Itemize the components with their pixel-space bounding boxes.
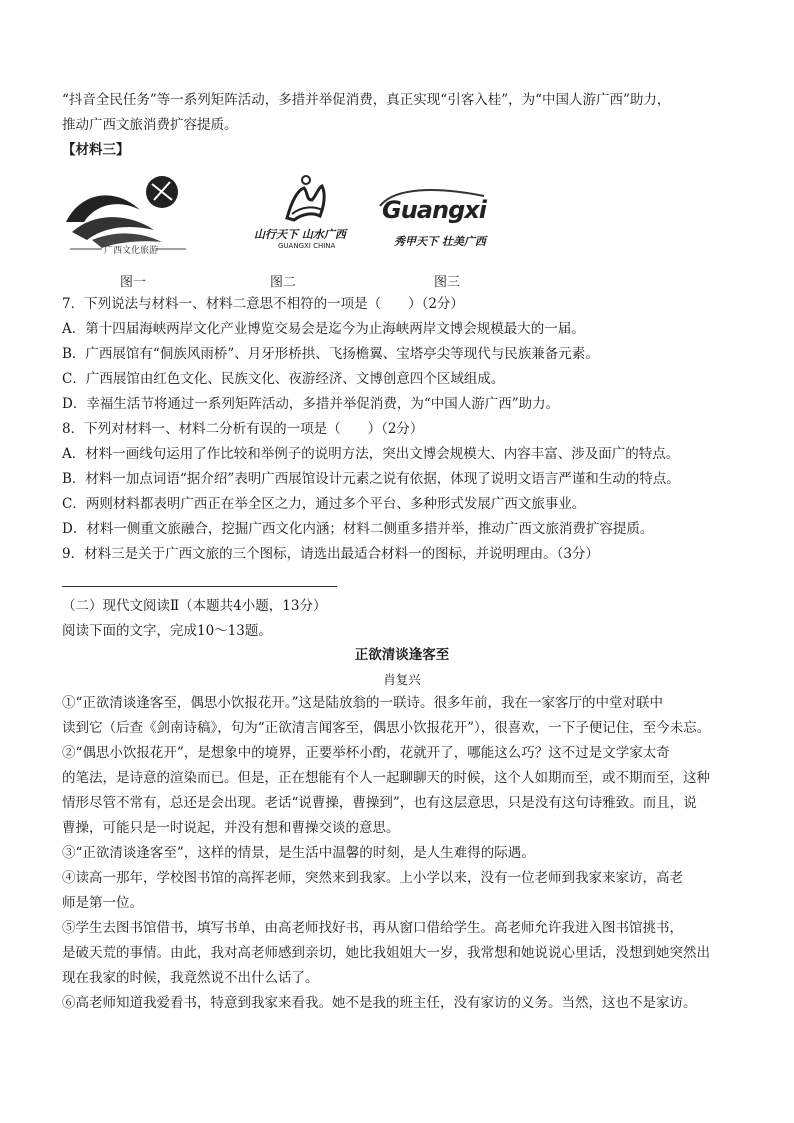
figure-3-logo-text-en: Guangxi — [382, 196, 486, 224]
paragraph-line-5: 情形尽管不常有，总还是会出现。老话“说曹操，曹操到”，也有这层意思，只是没有这句诗雅致。而且，说 — [62, 795, 697, 811]
swirl-logo-icon — [374, 186, 504, 216]
section-divider — [62, 586, 337, 587]
paragraph-line-13: ⑥高老师知道我爱看书，特意到我家来看我。她不是我的班主任，没有家访的义务。当然，这也不是家访。 — [62, 995, 697, 1011]
section2-heading: （二）现代文阅读Ⅱ（本题共4小题，13分） — [62, 598, 327, 614]
q8-stem: 8．下列对材料一、材料二分析有误的一项是（ ）（2分） — [62, 421, 424, 437]
figure-3-caption: 图三 — [434, 275, 461, 290]
figure-2-logo-text-cn: 山行天下 山水广西 — [254, 228, 346, 241]
paragraph-line-3: ②“偶思小饮报花开”，是想象中的境界，正要举杯小酌，花就开了，哪能这么巧？这不过是文学家太奇 — [62, 745, 670, 761]
figure-3-logo-text-cn: 秀甲天下 壮美广西 — [394, 235, 486, 248]
mountain-logo-icon — [242, 170, 372, 230]
figure-1-logo — [62, 170, 192, 260]
material3-heading: 【材料三】 — [62, 142, 130, 158]
paragraph-line-11: 是破天荒的事情。由此，我对高老师感到亲切，她比我姐姐大一岁，我常想和她说说心里话，没想到她突然出 — [62, 945, 710, 961]
paragraph-line-6: 曹操，可能只是一时说起，并没有想和曹操交谈的意思。 — [62, 820, 400, 836]
q7-option-c: C．广西展馆由红色文化、民族文化、夜游经济、文博创意四个区域组成。 — [62, 371, 505, 387]
article-title: 正欲清谈逢客至 — [354, 647, 450, 663]
material2-line-2: 推动广西文旅消费扩容提质。 — [62, 117, 238, 133]
figure-2-logo — [242, 170, 372, 260]
q7-option-a: A．第十四届海峡两岸文化产业博览交易会是迄今为止海峡两岸文博会规模最大的一届。 — [62, 321, 585, 337]
figure-3-logo — [374, 170, 504, 260]
figure-1-logo-text: 广西文化旅游 — [104, 246, 159, 256]
q8-option-c: C．两则材料都表明广西正在举全区之力，通过多个平台、多种形式发展广西文旅事业。 — [62, 496, 586, 512]
q9-stem: 9．材料三是关于广西文旅的三个图标，请选出最适合材料一的图标，并说明理由。（3分） — [62, 546, 599, 562]
q8-option-a: A．材料一画线句运用了作比较和举例子的说明方法，突出文博会规模大、内容丰富、涉及面广的特点。 — [62, 446, 680, 462]
paragraph-line-8: ④读高一那年，学校图书馆的高挥老师，突然来到我家。上小学以来，没有一位老师到我家来家访，高老 — [62, 870, 683, 886]
paragraph-line-9: 师是第一位。 — [62, 895, 143, 911]
article-author: 肖复兴 — [383, 672, 421, 687]
figure-2-logo-text-en: GUANGXI CHINA — [278, 242, 336, 250]
paragraph-line-12: 现在我家的时候，我竟然说不出什么话了。 — [62, 970, 319, 986]
q7-option-b: B．广西展馆有“侗族风雨桥”、月牙形桥拱、飞扬檐翼、宝塔亭尖等现代与民族兼备元素。 — [62, 346, 599, 362]
q7-stem: 7．下列说法与材料一、材料二意思不相符的一项是（ ）（2分） — [62, 296, 464, 312]
material2-line-1: “抖音全民任务”等一系列矩阵活动，多措并举促消费，真正实现“引客入桂”，为“中国人游广西”助力， — [62, 92, 671, 108]
q8-option-b: B．材料一加点词语“据介绍”表明广西展馆设计元素之说有依据，体现了说明文语言严谨和生动的特点。 — [62, 471, 680, 487]
figure-row — [62, 170, 742, 290]
paragraph-line-7: ③“正欲清谈逢客至”，这样的情景，是生活中温馨的时刻，是人生难得的际遇。 — [62, 845, 535, 861]
q8-option-d: D．材料一侧重文旅融合，挖掘广西文化内涵；材料二侧重多措并举，推动广西文旅消费扩容提质。 — [62, 521, 654, 537]
figure-1-caption: 图一 — [120, 275, 147, 290]
paragraph-line-2: 读到它（后查《剑南诗稿》，句为“正欲清言闻客至，偶思小饮报花开”），很喜欢，一下子便记住，至今未忘。 — [62, 720, 711, 736]
paragraph-line-10: ⑤学生去图书馆借书，填写书单，由高老师找好书，再从窗口借给学生。高老师允许我进入图书馆挑书， — [62, 920, 683, 936]
figure-2-caption: 图二 — [270, 275, 297, 290]
paragraph-line-4: 的笔法，是诗意的渲染而已。但是，正在想能有个人一起聊聊天的时候，这个人如期而至，或不期而至，这种 — [62, 770, 710, 786]
paragraph-line-1: ①“正欲清谈逢客至，偶思小饮报花开。”这是陆放翁的一联诗。很多年前，我在一家客厅的中堂对联中 — [62, 695, 664, 711]
section2-instruction: 阅读下面的文字，完成10～13题。 — [62, 623, 272, 639]
q7-option-d: D．幸福生活节将通过一系列矩阵活动，多措并举促消费，为“中国人游广西”助力。 — [62, 396, 560, 412]
